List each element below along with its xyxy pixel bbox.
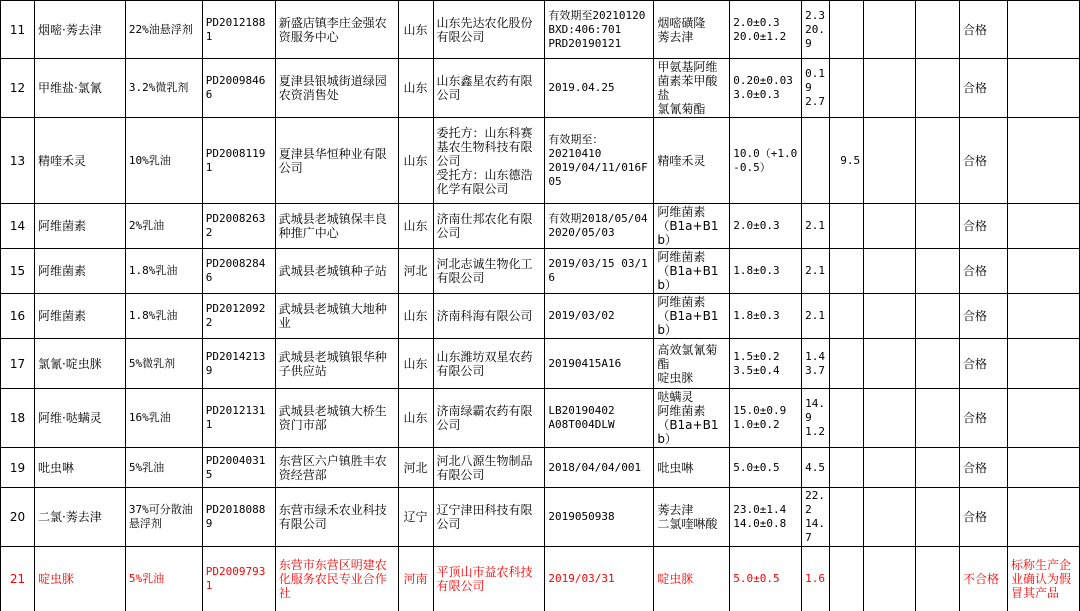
producer-cell: 山东先达农化股份有限公司 [433, 1, 545, 59]
active-ingredient-cell: 精喹禾灵 [654, 118, 730, 204]
blank-cell-cell [916, 294, 960, 339]
remark-cell [1007, 488, 1079, 547]
blank-cell-cell [864, 204, 916, 249]
sampled-unit-cell: 武城县老城镇种子站 [275, 249, 398, 294]
blank-cell-cell [864, 118, 916, 204]
table-row [1, 1, 1080, 59]
blank-cell-cell [916, 118, 960, 204]
active-ingredient-cell: 烟嘧磺隆 莠去津 [654, 1, 730, 59]
measured-content-alt-cell [830, 339, 864, 389]
measured-content-cell: 22.2 14.7 [802, 488, 830, 547]
row-number-cell: 16 [1, 294, 35, 339]
pesticide-name-cell: 甲维盐·氯氰 [34, 59, 125, 118]
remark-cell: 标称生产企业确认为假冒其产品 [1007, 547, 1079, 611]
producer-cell: 济南绿霸农药有限公司 [433, 389, 545, 448]
registration-number-cell: PD20121311 [202, 389, 275, 448]
province-cell: 山东 [398, 389, 433, 448]
measured-content-cell: 2.1 [802, 249, 830, 294]
batch-date-cell: 2019.04.25 [545, 59, 654, 118]
blank-cell-cell [864, 249, 916, 294]
province-cell: 河北 [398, 249, 433, 294]
row-number-cell: 21 [1, 547, 35, 611]
pesticide-name-cell: 阿维菌素 [34, 294, 125, 339]
formulation-cell: 5%乳油 [125, 448, 202, 488]
blank-cell-cell [916, 488, 960, 547]
sampled-unit-cell: 夏津县华恒种业有限公司 [275, 118, 398, 204]
pesticide-name-cell: 氯氰·啶虫脒 [34, 339, 125, 389]
result-cell: 合格 [960, 294, 1008, 339]
batch-date-cell: 2019/03/15 03/16 [545, 249, 654, 294]
blank-cell-cell [916, 1, 960, 59]
formulation-cell: 16%乳油 [125, 389, 202, 448]
province-cell: 山东 [398, 294, 433, 339]
measured-content-cell: 2.1 [802, 204, 830, 249]
result-cell: 合格 [960, 249, 1008, 294]
measured-content-alt-cell [830, 1, 864, 59]
blank-cell-cell [916, 547, 960, 611]
result-cell: 不合格 [960, 547, 1008, 611]
formulation-cell: 37%可分散油悬浮剂 [125, 488, 202, 547]
sampled-unit-cell: 东营市东营区明建农化服务农民专业合作社 [275, 547, 398, 611]
active-ingredient-cell: 吡虫啉 [654, 448, 730, 488]
measured-content-cell: 14.9 1.2 [802, 389, 830, 448]
producer-cell: 辽宁津田科技有限公司 [433, 488, 545, 547]
active-ingredient-cell: 哒螨灵 阿维菌素 （B1a+B1b） [654, 389, 730, 448]
province-cell: 河北 [398, 448, 433, 488]
table-row [1, 118, 1080, 204]
registration-number-cell: PD20081191 [202, 118, 275, 204]
active-ingredient-cell: 阿维菌素 （B1a+B1b） [654, 249, 730, 294]
formulation-cell: 1.8%乳油 [125, 249, 202, 294]
blank-cell-cell [916, 59, 960, 118]
measured-content-cell: 1.6 [802, 547, 830, 611]
formulation-cell: 1.8%乳油 [125, 294, 202, 339]
pesticide-name-cell: 阿维菌素 [34, 204, 125, 249]
registration-number-cell: PD20120922 [202, 294, 275, 339]
standard-content-cell: 1.5±0.2 3.5±0.4 [730, 339, 802, 389]
province-cell: 河南 [398, 547, 433, 611]
blank-cell-cell [864, 448, 916, 488]
measured-content-cell [802, 118, 830, 204]
producer-cell: 河北志诚生物化工有限公司 [433, 249, 545, 294]
standard-content-cell: 1.8±0.3 [730, 249, 802, 294]
remark-cell [1007, 204, 1079, 249]
remark-cell [1007, 249, 1079, 294]
sampled-unit-cell: 武城县老城镇大桥生资门市部 [275, 389, 398, 448]
producer-cell: 山东潍坊双星农药有限公司 [433, 339, 545, 389]
table-row [1, 204, 1080, 249]
formulation-cell: 5%微乳剂 [125, 339, 202, 389]
registration-number-cell: PD20142139 [202, 339, 275, 389]
blank-cell-cell [864, 547, 916, 611]
result-cell: 合格 [960, 118, 1008, 204]
blank-cell-cell [916, 389, 960, 448]
blank-cell-cell [864, 59, 916, 118]
result-cell: 合格 [960, 59, 1008, 118]
measured-content-alt-cell [830, 204, 864, 249]
remark-cell [1007, 339, 1079, 389]
blank-cell-cell [864, 488, 916, 547]
row-number-cell: 19 [1, 448, 35, 488]
producer-cell: 河北八源生物制品有限公司 [433, 448, 545, 488]
pesticide-name-cell: 吡虫啉 [34, 448, 125, 488]
measured-content-alt-cell: 9.5 [830, 118, 864, 204]
registration-number-cell: PD20040315 [202, 448, 275, 488]
measured-content-alt-cell [830, 389, 864, 448]
blank-cell-cell [864, 339, 916, 389]
table-body [1, 1, 1080, 611]
province-cell: 山东 [398, 1, 433, 59]
remark-cell [1007, 294, 1079, 339]
table-row [1, 339, 1080, 389]
batch-date-cell: 有效期至： 20210410 2019/04/11/016F05 [545, 118, 654, 204]
formulation-cell: 3.2%微乳剂 [125, 59, 202, 118]
result-cell: 合格 [960, 389, 1008, 448]
pesticide-name-cell: 阿维·哒螨灵 [34, 389, 125, 448]
active-ingredient-cell: 莠去津 二氯喹啉酸 [654, 488, 730, 547]
sampled-unit-cell: 武城县老城镇保丰良种推广中心 [275, 204, 398, 249]
formulation-cell: 2%乳油 [125, 204, 202, 249]
blank-cell-cell [864, 294, 916, 339]
batch-date-cell: 2018/04/04/001 [545, 448, 654, 488]
producer-cell: 山东鑫星农药有限公司 [433, 59, 545, 118]
standard-content-cell: 0.20±0.03 3.0±0.3 [730, 59, 802, 118]
remark-cell [1007, 448, 1079, 488]
province-cell: 山东 [398, 339, 433, 389]
province-cell: 山东 [398, 204, 433, 249]
blank-cell-cell [916, 448, 960, 488]
province-cell: 山东 [398, 59, 433, 118]
measured-content-alt-cell [830, 59, 864, 118]
batch-date-cell: LB20190402 A08T004DLW [545, 389, 654, 448]
registration-number-cell: PD20082846 [202, 249, 275, 294]
batch-date-cell: 有效期至20210120 BXD:406:701 PRD20190121 [545, 1, 654, 59]
registration-number-cell: PD20082632 [202, 204, 275, 249]
formulation-cell: 22%油悬浮剂 [125, 1, 202, 59]
row-number-cell: 15 [1, 249, 35, 294]
pesticide-name-cell: 精喹禾灵 [34, 118, 125, 204]
remark-cell [1007, 1, 1079, 59]
producer-cell: 济南科海有限公司 [433, 294, 545, 339]
sampled-unit-cell: 武城县老城镇大地种业 [275, 294, 398, 339]
row-number-cell: 13 [1, 118, 35, 204]
row-number-cell: 12 [1, 59, 35, 118]
blank-cell-cell [864, 1, 916, 59]
result-cell: 合格 [960, 1, 1008, 59]
registration-number-cell: PD20097931 [202, 547, 275, 611]
blank-cell-cell [864, 389, 916, 448]
row-number-cell: 14 [1, 204, 35, 249]
remark-cell [1007, 118, 1079, 204]
standard-content-cell: 5.0±0.5 [730, 547, 802, 611]
table-row [1, 59, 1080, 118]
row-number-cell: 18 [1, 389, 35, 448]
standard-content-cell: 15.0±0.9 1.0±0.2 [730, 389, 802, 448]
province-cell: 辽宁 [398, 488, 433, 547]
active-ingredient-cell: 阿维菌素 （B1a+B1b） [654, 294, 730, 339]
formulation-cell: 5%乳油 [125, 547, 202, 611]
blank-cell-cell [916, 204, 960, 249]
pesticide-name-cell: 二氯·莠去津 [34, 488, 125, 547]
province-cell: 山东 [398, 118, 433, 204]
result-cell: 合格 [960, 448, 1008, 488]
pesticide-name-cell: 阿维菌素 [34, 249, 125, 294]
standard-content-cell: 1.8±0.3 [730, 294, 802, 339]
standard-content-cell: 10.0（+1.0 -0.5） [730, 118, 802, 204]
row-number-cell: 11 [1, 1, 35, 59]
sampled-unit-cell: 东营区六户镇胜丰农资经营部 [275, 448, 398, 488]
formulation-cell: 10%乳油 [125, 118, 202, 204]
blank-cell-cell [916, 339, 960, 389]
measured-content-cell: 2.3 20.9 [802, 1, 830, 59]
sampled-unit-cell: 东营市绿禾农业科技有限公司 [275, 488, 398, 547]
pesticide-name-cell: 烟嘧·莠去津 [34, 1, 125, 59]
measured-content-alt-cell [830, 488, 864, 547]
measured-content-alt-cell [830, 249, 864, 294]
active-ingredient-cell: 阿维菌素 （B1a+B1b） [654, 204, 730, 249]
row-number-cell: 20 [1, 488, 35, 547]
result-cell: 合格 [960, 488, 1008, 547]
result-cell: 合格 [960, 204, 1008, 249]
active-ingredient-cell: 啶虫脒 [654, 547, 730, 611]
batch-date-cell: 20190415A16 [545, 339, 654, 389]
batch-date-cell: 2019050938 [545, 488, 654, 547]
batch-date-cell: 有效期2018/05/04 2020/05/03 [545, 204, 654, 249]
standard-content-cell: 23.0±1.4 14.0±0.8 [730, 488, 802, 547]
measured-content-cell: 1.4 3.7 [802, 339, 830, 389]
table-row [1, 249, 1080, 294]
measured-content-cell: 0.19 2.7 [802, 59, 830, 118]
active-ingredient-cell: 甲氨基阿维菌素苯甲酸盐 氯氰菊酯 [654, 59, 730, 118]
table-row [1, 547, 1080, 611]
measured-content-cell: 4.5 [802, 448, 830, 488]
blank-cell-cell [916, 249, 960, 294]
batch-date-cell: 2019/03/31 [545, 547, 654, 611]
measured-content-alt-cell [830, 294, 864, 339]
producer-cell: 平顶山市益农科技有限公司 [433, 547, 545, 611]
sampled-unit-cell: 夏津县银城街道绿园农资消售处 [275, 59, 398, 118]
table-row [1, 488, 1080, 547]
batch-date-cell: 2019/03/02 [545, 294, 654, 339]
remark-cell [1007, 389, 1079, 448]
registration-number-cell: PD20121881 [202, 1, 275, 59]
row-number-cell: 17 [1, 339, 35, 389]
result-cell: 合格 [960, 339, 1008, 389]
producer-cell: 委托方：山东科赛基农生物科技有限公司 受托方：山东德浩化学有限公司 [433, 118, 545, 204]
sampled-unit-cell: 武城县老城镇银华种子供应站 [275, 339, 398, 389]
registration-number-cell: PD20098466 [202, 59, 275, 118]
standard-content-cell: 2.0±0.3 20.0±1.2 [730, 1, 802, 59]
remark-cell [1007, 59, 1079, 118]
pesticide-name-cell: 啶虫脒 [34, 547, 125, 611]
registration-number-cell: PD20180889 [202, 488, 275, 547]
measured-content-alt-cell [830, 448, 864, 488]
active-ingredient-cell: 高效氯氰菊酯 啶虫脒 [654, 339, 730, 389]
table-row [1, 294, 1080, 339]
table-row [1, 448, 1080, 488]
measured-content-cell: 2.1 [802, 294, 830, 339]
measured-content-alt-cell [830, 547, 864, 611]
producer-cell: 济南仕邦农化有限公司 [433, 204, 545, 249]
standard-content-cell: 2.0±0.3 [730, 204, 802, 249]
table-row [1, 389, 1080, 448]
sampled-unit-cell: 新盛店镇李庄金强农资服务中心 [275, 1, 398, 59]
standard-content-cell: 5.0±0.5 [730, 448, 802, 488]
